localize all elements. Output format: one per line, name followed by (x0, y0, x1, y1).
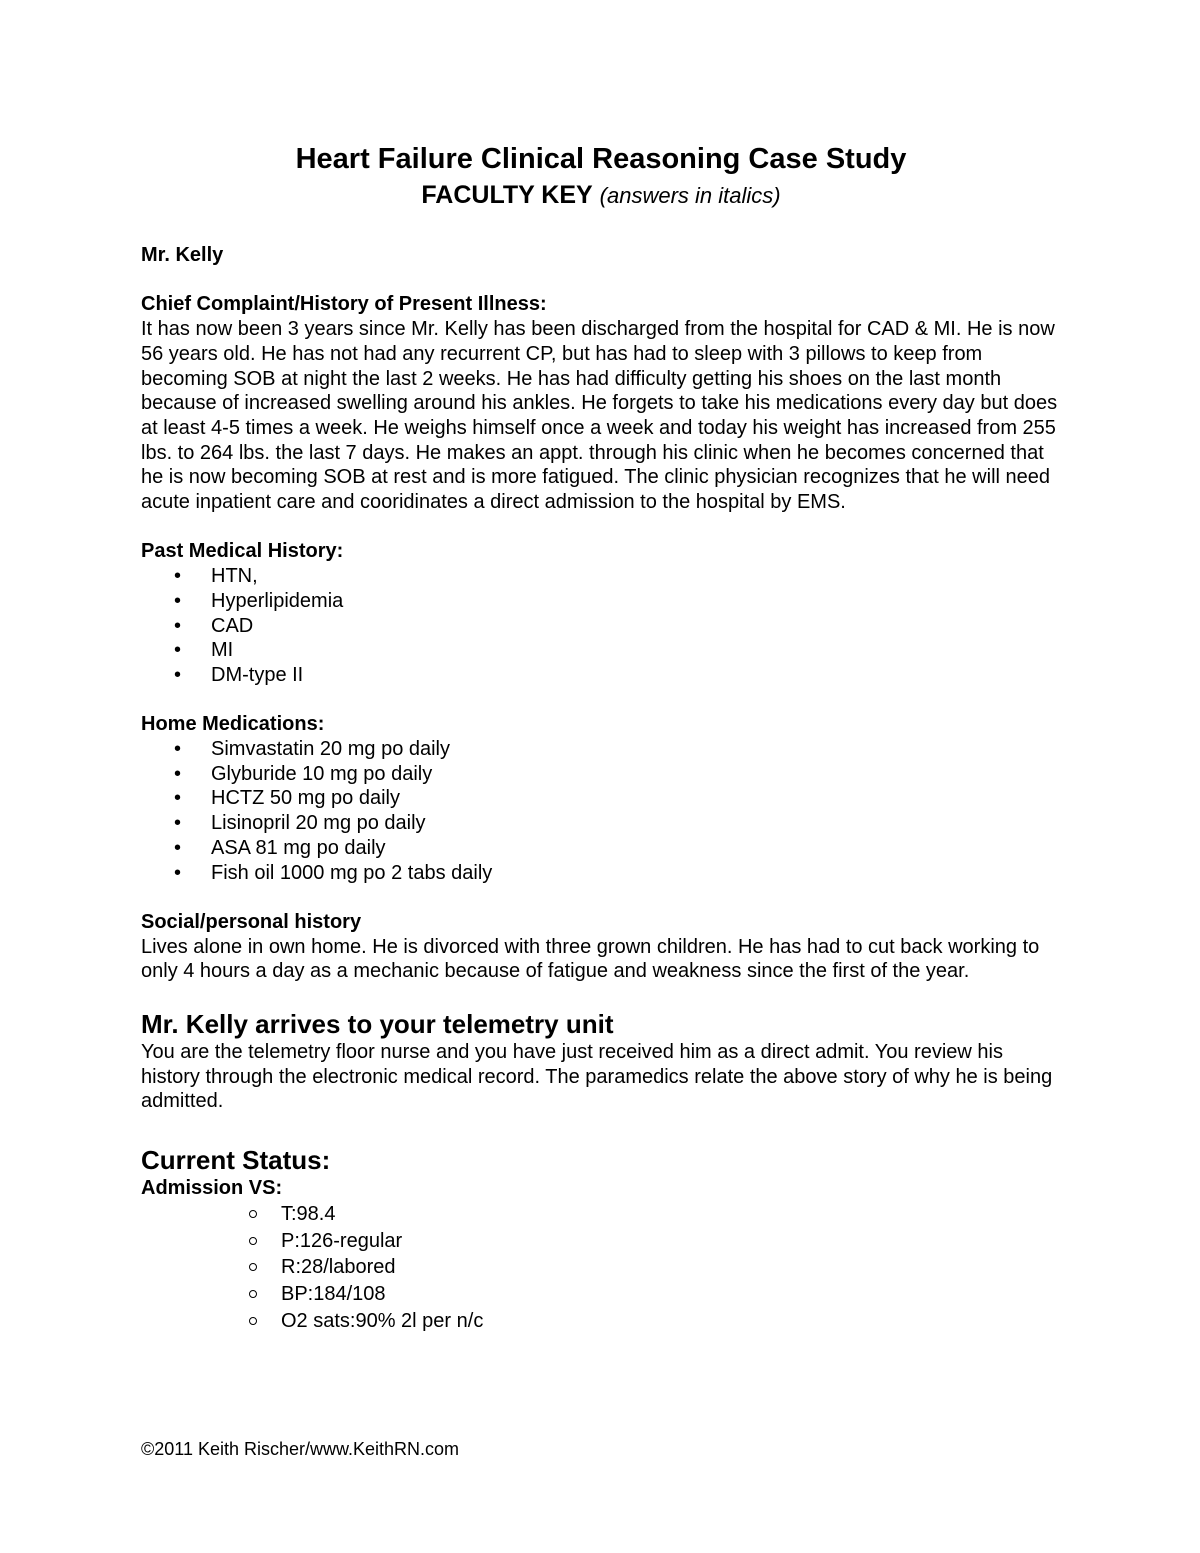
list-item: O2 sats:90% 2l per n/c (249, 1308, 1061, 1335)
bullet-icon: • (174, 861, 182, 884)
bullet-icon: • (174, 762, 182, 785)
list-item: • Fish oil 1000 mg po 2 tabs daily (174, 861, 493, 884)
document-title: Heart Failure Clinical Reasoning Case Study (295, 143, 907, 175)
bullet-icon: • (174, 565, 182, 588)
faculty-key-note: (answers in italics) (599, 183, 781, 208)
circle-bullet-icon (249, 1317, 257, 1325)
bullet-icon: • (174, 663, 182, 686)
social-history-text: Lives alone in own home. He is divorced with three grown children. He has had to cut back working to only 4 hours a day as a mechanic because of fatigue and weakness since the first of the year. (141, 935, 1040, 983)
list-item: T:98.4 (249, 1201, 1061, 1228)
patient-name: Mr. Kelly (141, 244, 224, 266)
list-item: • Simvastatin 20 mg po daily (174, 738, 451, 761)
bullet-icon: • (174, 812, 182, 835)
list-item: • ASA 81 mg po daily (174, 836, 386, 859)
circle-bullet-icon (249, 1237, 257, 1245)
bullet-icon: • (174, 614, 182, 637)
circle-bullet-icon (249, 1210, 257, 1218)
arrival-heading: Mr. Kelly arrives to your telemetry unit (141, 1009, 614, 1040)
bullet-icon: • (174, 787, 182, 810)
list-item: BP:184/108 (249, 1281, 1061, 1308)
chief-complaint-text: It has now been 3 years since Mr. Kelly has been discharged from the hospital for CAD & MI. He is now 56 years old. He has not had any recurrent CP, but has had to sleep with 3 pillows to keep from becoming SOB at night the last 2 weeks. He has had difficulty getting his shoes on the last month because of increased swelling around his ankles. He forgets to take his medications every day but does at least 4-5 times a week. He weighs himself once a week and today his weight has increased from 255 lbs. to 264 lbs. the last 7 days. He makes an appt. through his clinic when he becomes concerned that he is now becoming SOB at rest and is more fatigued. The clinic physician recognizes that he will need acute inpatient care and cooridinates a direct admission to the hospital by EMS. (141, 318, 1058, 514)
list-item: R:28/labored (249, 1254, 1061, 1281)
bullet-icon: • (174, 589, 182, 612)
admission-vs-heading: Admission VS: (141, 1177, 283, 1200)
current-status-heading: Current Status: (141, 1145, 331, 1176)
past-medical-history-list (141, 564, 1061, 688)
list-item: • HCTZ 50 mg po daily (174, 787, 400, 810)
arrival-text: You are the telemetry floor nurse and you have just received him as a direct admit. You review his history through the electronic medical record. The paramedics relate the above story of why he is being admitted. (141, 1041, 1053, 1113)
document-subtitle (141, 178, 1061, 213)
circle-bullet-icon (249, 1263, 257, 1271)
list-item: • Hyperlipidemia (174, 589, 344, 612)
past-medical-history-heading: Past Medical History: (141, 540, 344, 563)
list-item: P:126-regular (249, 1228, 1061, 1255)
faculty-key-label: FACULTY KEY (421, 181, 593, 209)
title-block (141, 140, 1061, 213)
bullet-icon: • (174, 639, 182, 662)
list-item: • DM-type II (174, 663, 304, 686)
list-item: • CAD (174, 614, 254, 637)
document-content (141, 140, 1061, 1335)
admission-vs-list (141, 1201, 1061, 1335)
copyright-footer: ©2011 Keith Rischer/www.KeithRN.com (141, 1439, 460, 1459)
list-item: • Lisinopril 20 mg po daily (174, 812, 426, 835)
home-medications-heading: Home Medications: (141, 713, 325, 736)
bullet-icon: • (174, 836, 182, 859)
chief-complaint-heading: Chief Complaint/History of Present Illness: (141, 293, 547, 316)
circle-bullet-icon (249, 1290, 257, 1298)
bullet-icon: • (174, 738, 182, 761)
home-medications-list (141, 737, 1061, 885)
social-history-heading: Social/personal history (141, 910, 362, 933)
list-item: • MI (174, 639, 234, 662)
list-item: • Glyburide 10 mg po daily (174, 762, 433, 785)
list-item: • HTN, (174, 565, 258, 588)
